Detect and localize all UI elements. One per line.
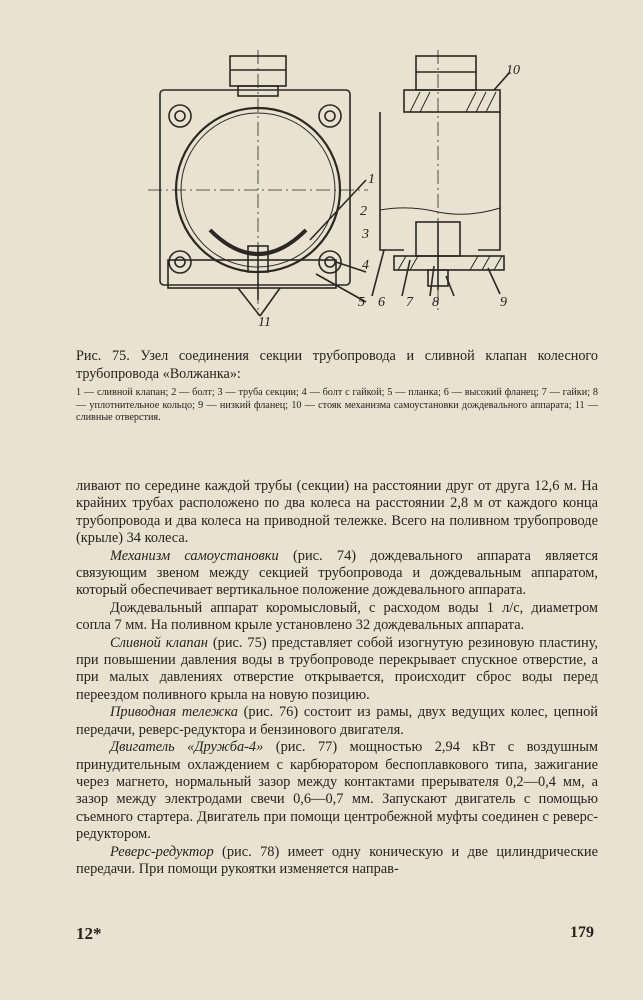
paragraph: Сливной клапан (рис. 75) представляет собой изогнутую резиновую пластину, при повышении давления воды в трубопроводе перекрывает спускное отверстие, а при малых давлениях отверстие открывается, происходит сброс воды перед переездом поливного крыла на новую позицию. <box>76 634 598 703</box>
label-9: 9 <box>500 295 507 310</box>
legend-text: — сливные отверстия. <box>76 399 599 424</box>
label-5: 5 <box>358 295 365 310</box>
paragraph: Механизм самоустановки (рис. 74) дождевального аппарата является связующим звеном между секцией трубопровода и дождевальным аппаратом, который обеспечивает вертикальное положение дождевального аппарата. <box>76 547 598 599</box>
legend-num: 4 <box>301 387 307 398</box>
legend-text: — гайки; <box>546 387 593 398</box>
label-6: 6 <box>378 295 385 310</box>
caption-legend <box>76 387 598 425</box>
paragraph-term: Приводная тележка <box>110 704 238 721</box>
legend-num: 8 <box>592 387 598 398</box>
paragraph-term: Механизм самоустановки <box>110 547 279 564</box>
paragraph: Двигатель «Дружба-4» (рис. 77) мощностью 2,94 кВт с воздушным принудительным охлаждением с карбюратором беспоплавкового типа, зажигание через магнето, нормальный зазор между контактами прерывателя 0,2—0,4 мм, а зазор между электродами свечи 0,6—0,7 мм. Запускают двигатель с помощью съемного стартера. Двигатель при помощи центробежной муфты соединен с реверс-редуктором. <box>76 739 598 843</box>
corner-bolt <box>319 105 341 127</box>
legend-text: — труба секции; <box>222 387 302 398</box>
legend-num: 10 <box>291 399 302 411</box>
legend-text: — болт; <box>176 387 218 398</box>
label-8: 8 <box>432 295 439 310</box>
legend-text: — высокий фланец; <box>448 387 542 398</box>
paragraph: Реверс-редуктор (рис. 78) имеет одну коническую и две цилиндрические передачи. При помощи рукоятки изменяется направ- <box>76 843 598 877</box>
caption-title: Рис. 75. Узел соединения секции трубопровода и сливной клапан колесного трубопровода «Волжанка»: <box>76 348 598 382</box>
label-11: 11 <box>258 315 271 330</box>
page-number: 179 <box>570 924 594 941</box>
legend-num: 1 <box>76 387 82 398</box>
paragraph-term: Двигатель «Дружба-4» <box>110 739 264 756</box>
label-10: 10 <box>506 63 520 78</box>
label-2: 2 <box>360 204 367 219</box>
legend-text: — уплотнительное кольцо; <box>76 399 199 411</box>
label-4: 4 <box>362 258 369 273</box>
paragraph: Приводная тележка (рис. 76) состоит из рамы, двух ведущих колес, цепной передачи, реверс-редуктора и бензинового двигателя. <box>76 704 598 738</box>
legend-text: — планка; <box>392 387 444 398</box>
legend-num: 11 <box>574 399 585 411</box>
corner-bolt <box>169 105 191 127</box>
legend-text: — сливной клапан; <box>81 387 172 398</box>
standpipe <box>416 56 476 90</box>
corner-bolt <box>169 251 191 273</box>
paragraph-term: Реверс-редуктор <box>110 843 214 860</box>
figure-75-drawing <box>148 50 528 330</box>
paragraph: Дождевальный аппарат коромысловый, с расходом воды 1 л/с, диаметром сопла 7 мм. На поливном крыле установлено 32 дождевальных аппарата. <box>76 599 598 634</box>
label-7: 7 <box>406 295 413 310</box>
figure-caption <box>76 347 598 425</box>
legend-num: 9 <box>198 399 204 411</box>
legend-num: 5 <box>387 387 393 398</box>
legend-num: 7 <box>541 387 547 398</box>
paragraph-term: Сливной клапан <box>110 634 208 651</box>
body-text <box>76 478 598 878</box>
paragraph: ливают по середине каждой трубы (секции) на расстоянии друг от друга 12,6 м. На крайних трубах расположено по два колеса на расстоянии 2,8 м от каждого конца трубопровода и два колеса на приводной тележке. Всего на поливном трубопроводе (крыле) 34 колеса. <box>76 478 598 547</box>
legend-text: — болт с гайкой; <box>306 387 388 398</box>
label-3: 3 <box>362 227 369 242</box>
legend-num: 3 <box>217 387 223 398</box>
signature-mark: 12* <box>76 924 102 943</box>
legend-num: 6 <box>443 387 449 398</box>
legend-text: — стояк механизма самоустановки дождевального аппарата; <box>301 399 575 411</box>
legend-num: 2 <box>171 387 177 398</box>
legend-text: — низкий фланец; <box>203 399 292 411</box>
label-1: 1 <box>368 172 375 187</box>
